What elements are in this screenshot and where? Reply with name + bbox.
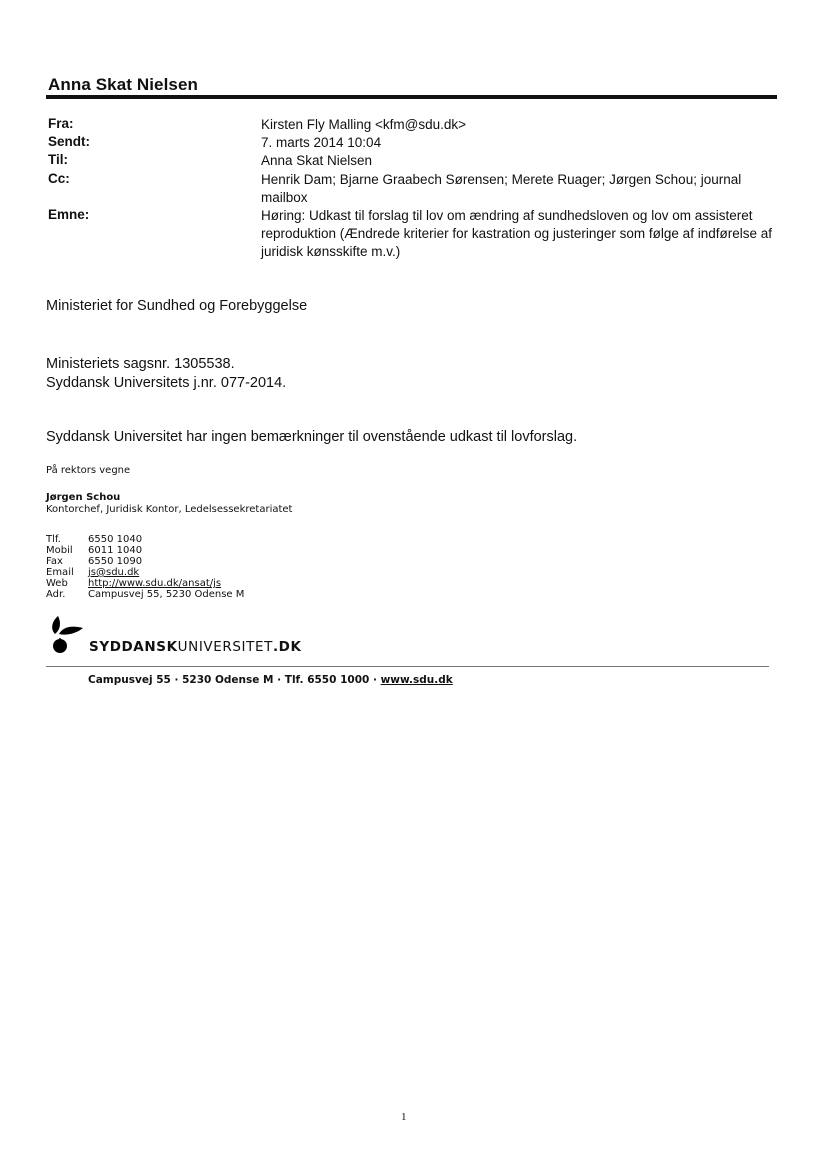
subject-value: Høring: Udkast til forslag til lov om ændring af sundhedsloven og lov om assisteret reproduktion (Ændrede kriterier for kastration og justeringer som følge af indførelse af juridisk kønsskifte m.v.) (261, 208, 772, 259)
contact-label: Fax (46, 556, 63, 567)
contact-label: Email (46, 567, 74, 578)
contact-label: Web (46, 578, 68, 589)
to-label: Til: (48, 152, 68, 167)
contact-value: 6550 1040 (88, 534, 143, 545)
contact-label: Mobil (46, 545, 73, 556)
signature-name: Jørgen Schou (46, 492, 121, 503)
logo-wordmark-bold: SYDDANSK (89, 639, 178, 655)
ministry-reference: Ministeriets sagsnr. 1305538. (46, 356, 235, 372)
message-text: Syddansk Universitet har ingen bemærkninger til ovenstående udkast til lovforslag. (46, 429, 578, 445)
sdu-apple-logo-icon (46, 614, 86, 654)
sent-label: Sendt: (48, 134, 90, 149)
from-label: Fra: (48, 116, 74, 131)
recipient-line: Ministeriet for Sundhed og Forebyggelse (46, 298, 308, 314)
cc-value: Henrik Dam; Bjarne Graabech Sørensen; Merete Ruager; Jørgen Schou; journal mailbox (261, 172, 742, 205)
cc-label: Cc: (48, 171, 70, 186)
sdu-logo-wordmark (89, 639, 302, 655)
contact-label: Adr. (46, 589, 66, 600)
web-link[interactable]: http://www.sdu.dk/ansat/js (88, 578, 222, 589)
to-value: Anna Skat Nielsen (261, 153, 373, 168)
header-divider (46, 95, 777, 99)
logo-wordmark-suffix: .DK (272, 639, 302, 655)
contact-value: 6550 1090 (88, 556, 143, 567)
sent-value: 7. marts 2014 10:04 (261, 135, 382, 150)
footer-divider (46, 666, 769, 667)
university-reference: Syddansk Universitets j.nr. 077-2014. (46, 375, 287, 391)
footer-address (88, 674, 453, 686)
signature-title: Kontorchef, Juridisk Kontor, Ledelsessekretariatet (46, 504, 293, 515)
on-behalf-line: På rektors vegne (46, 465, 131, 476)
contact-value: Campusvej 55, 5230 Odense M (88, 589, 245, 600)
email-link[interactable]: js@sdu.dk (88, 567, 140, 578)
logo-wordmark-thin: UNIVERSITET (177, 639, 273, 655)
contact-label: Tlf. (46, 534, 61, 545)
footer-web-link[interactable]: www.sdu.dk (380, 674, 453, 686)
page-number: 1 (401, 1111, 407, 1123)
footer-address-text: Campusvej 55 · 5230 Odense M · Tlf. 6550 1000 · (88, 674, 381, 686)
contact-value: 6011 1040 (88, 545, 143, 556)
sender-name: Anna Skat Nielsen (48, 75, 199, 94)
from-value: Kirsten Fly Malling <kfm@sdu.dk> (261, 117, 467, 132)
subject-label: Emne: (48, 207, 90, 222)
